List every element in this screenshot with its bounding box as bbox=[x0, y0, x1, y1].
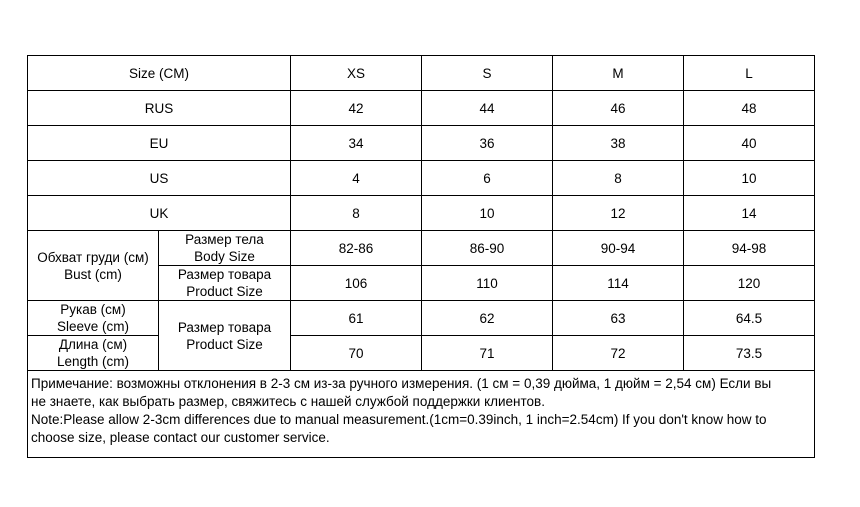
bust-product-size-label bbox=[159, 266, 291, 301]
cell-us-s: 6 bbox=[422, 161, 553, 196]
table-row-rus bbox=[28, 91, 815, 126]
cell-bust-product-s: 110 bbox=[422, 266, 553, 301]
cell-uk-s: 10 bbox=[422, 196, 553, 231]
bust-product-size-label-ru: Размер товара bbox=[177, 267, 272, 282]
note-ru-line-1: Примечание: возможны отклонения в 2-3 см из-за ручного измерения. (1 см = 0,39 дюйма, 1 дюйм = 2,54 см) Если вы bbox=[31, 376, 772, 391]
bust-product-size-label-en: Product Size bbox=[186, 284, 263, 299]
cell-sleeve-xs: 61 bbox=[291, 301, 422, 336]
row-label-eu: EU bbox=[28, 126, 291, 161]
sleeve-label-ru: Рукав (см) bbox=[60, 302, 126, 317]
table-row-us bbox=[28, 161, 815, 196]
cell-body-m: 90-94 bbox=[553, 231, 684, 266]
cell-rus-s: 44 bbox=[422, 91, 553, 126]
size-chart-table bbox=[27, 55, 815, 458]
cell-eu-xs: 34 bbox=[291, 126, 422, 161]
cell-sleeve-m: 63 bbox=[553, 301, 684, 336]
cell-us-l: 10 bbox=[684, 161, 815, 196]
cell-length-m: 72 bbox=[553, 336, 684, 371]
table-row-eu bbox=[28, 126, 815, 161]
cell-sleeve-s: 62 bbox=[422, 301, 553, 336]
cell-eu-s: 36 bbox=[422, 126, 553, 161]
cell-length-s: 71 bbox=[422, 336, 553, 371]
cell-rus-xs: 42 bbox=[291, 91, 422, 126]
cell-uk-m: 12 bbox=[553, 196, 684, 231]
cell-bust-product-m: 114 bbox=[553, 266, 684, 301]
cell-length-xs: 70 bbox=[291, 336, 422, 371]
note-ru-line-2: не знаете, как выбрать размер, свяжитесь с нашей службой поддержки клиентов. bbox=[31, 394, 545, 409]
table-row-length bbox=[28, 336, 815, 371]
cell-body-xs: 82-86 bbox=[291, 231, 422, 266]
body-size-label bbox=[159, 231, 291, 266]
cell-eu-l: 40 bbox=[684, 126, 815, 161]
table-row-sleeve bbox=[28, 301, 815, 336]
bust-label-ru: Обхват груди (см) bbox=[37, 249, 149, 265]
row-label-rus: RUS bbox=[28, 91, 291, 126]
product-size-label bbox=[159, 301, 291, 371]
length-label bbox=[28, 336, 159, 371]
cell-uk-xs: 8 bbox=[291, 196, 422, 231]
header-size-l: L bbox=[684, 56, 815, 91]
cell-rus-l: 48 bbox=[684, 91, 815, 126]
cell-bust-product-xs: 106 bbox=[291, 266, 422, 301]
cell-eu-m: 38 bbox=[553, 126, 684, 161]
body-size-label-ru: Размер тела bbox=[185, 232, 264, 247]
product-size-label-ru: Размер товара bbox=[177, 319, 272, 335]
cell-length-l: 73.5 bbox=[684, 336, 815, 371]
header-label: Size (CM) bbox=[28, 56, 291, 91]
cell-body-s: 86-90 bbox=[422, 231, 553, 266]
cell-uk-l: 14 bbox=[684, 196, 815, 231]
header-row bbox=[28, 56, 815, 91]
product-size-label-en: Product Size bbox=[186, 336, 263, 352]
header-size-xs: XS bbox=[291, 56, 422, 91]
note-en-line-2: choose size, please contact our customer service. bbox=[31, 430, 330, 445]
cell-rus-m: 46 bbox=[553, 91, 684, 126]
cell-us-m: 8 bbox=[553, 161, 684, 196]
cell-us-xs: 4 bbox=[291, 161, 422, 196]
bust-label-en: Bust (cm) bbox=[64, 266, 122, 282]
sleeve-label-en: Sleeve (cm) bbox=[56, 319, 129, 334]
table-row-bust-body bbox=[28, 231, 815, 266]
cell-body-l: 94-98 bbox=[684, 231, 815, 266]
header-size-s: S bbox=[422, 56, 553, 91]
row-label-us: US bbox=[28, 161, 291, 196]
cell-bust-product-l: 120 bbox=[684, 266, 815, 301]
note-en-line-1: Note:Please allow 2-3cm differences due to manual measurement.(1cm=0.39inch, 1 inch=2.54cm) If you don't know how to bbox=[31, 412, 767, 427]
bust-label bbox=[28, 231, 159, 301]
length-label-en: Length (cm) bbox=[56, 354, 130, 369]
length-label-ru: Длина (см) bbox=[58, 337, 128, 352]
note-row bbox=[28, 371, 815, 458]
note-cell bbox=[28, 371, 815, 458]
header-size-m: M bbox=[553, 56, 684, 91]
sleeve-label bbox=[28, 301, 159, 336]
table-row-uk bbox=[28, 196, 815, 231]
body-size-label-en: Body Size bbox=[194, 249, 255, 264]
cell-sleeve-l: 64.5 bbox=[684, 301, 815, 336]
row-label-uk: UK bbox=[28, 196, 291, 231]
